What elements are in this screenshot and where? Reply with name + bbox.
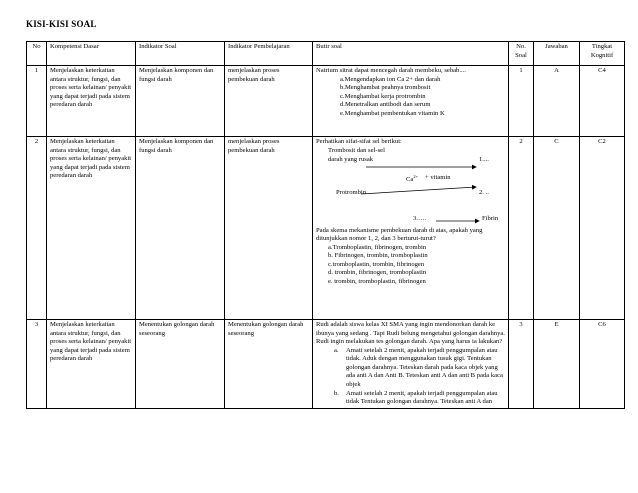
row-no: 2 — [27, 137, 47, 320]
option-a: a.Mengendapkan ion Ca 2+ dan darah — [340, 75, 441, 83]
header-butir-soal: Butir soal — [313, 42, 509, 66]
option-a: a. Amati setelah 2 menit, apakah terjadi penggumpalan atau tidak. Aduk dengan menggunakan tusuk gigi. Tentukan golongan darahnya. Teteskan darah pada kaca objek yang ada anti A dan Anti B. Teteskan anti A dan anti B pada kaca objek — [334, 346, 503, 388]
clotting-diagram — [316, 147, 505, 227]
option-e: e.Menghambat pembentukan vitamin K — [340, 109, 445, 117]
arrow-2 — [361, 187, 476, 194]
header-jawaban: Jawaban — [534, 42, 580, 66]
indikator-soal-cell: Menentukan golongan darah seseorang — [136, 320, 225, 409]
no-soal-cell: 1 — [509, 66, 534, 137]
option-d: d.Menetralkan antibodi dan serum — [340, 101, 431, 109]
jawaban-cell: E — [534, 320, 580, 409]
kompetensi-dasar-cell: Menjelaskan keterkaitan antara struktur, fungsi, dan proses serta kelainan/ penyakit yang dapat terjadi pada sistem peredaran darah — [47, 66, 136, 137]
header-indikator-soal: Indikator Soal — [136, 42, 225, 66]
kompetensi-dasar-cell: Menjelaskan keterkaitan antara struktur, fungsi, dan proses serta kelainan/ penyakit yang dapat terjadi pada sistem peredaran darah — [47, 320, 136, 409]
indikator-soal-cell: Menjelaskan komponen dan fungsi darah — [136, 137, 225, 320]
table-row — [27, 320, 625, 409]
header-tingkat-kognitif: Tingkat Kognitif — [580, 42, 625, 66]
table-row — [27, 137, 625, 320]
option-e: e. trombin, tromboplastin, fibrinogen — [328, 277, 426, 285]
diagram-label-vitamin: + vitamin — [425, 173, 451, 181]
question-text: Pada skema mekanisme pembekuan darah di atas, apakah yang ditunjukkan nomor 1, 2, dan 3 berturut-turut? — [316, 226, 483, 243]
option-b: b. Fibrinogen, trombin, tromboplastin — [328, 252, 428, 260]
header-indikator-pembelajaran: Indikator Pembelajaran — [225, 42, 313, 66]
butir-soal-cell — [313, 137, 509, 320]
tingkat-kognitif-cell: C2 — [580, 137, 625, 320]
diagram-label-fibrin: Fibrin — [482, 214, 499, 222]
no-soal-cell: 2 — [509, 137, 534, 320]
diagram-label-3: 3.…. — [413, 214, 427, 222]
row-no: 3 — [27, 320, 47, 409]
header-kompetensi-dasar: Kompetensi Dasar — [47, 42, 136, 66]
header-row — [27, 42, 625, 66]
row-no: 1 — [27, 66, 47, 137]
no-soal-cell: 3 — [509, 320, 534, 409]
indikator-soal-cell: Menjelaskan komponen dan fungsi darah — [136, 66, 225, 137]
option-b: b.Menghambat peahnya trombosit — [340, 84, 431, 92]
option-c: c.Menghambat kerja protrombin — [340, 92, 426, 100]
option-c: c.tromboplastin, trombin, fibrinogen — [328, 260, 425, 268]
butir-soal-cell — [313, 320, 509, 409]
kompetensi-dasar-cell: Menjelaskan keterkaitan antara struktur, fungsi, dan proses serta kelainan/ penyakit yang dapat terjadi pada sistem peredaran darah — [47, 137, 136, 320]
option-d: d. trombin, fibrinogen, tromboplastin — [328, 269, 427, 277]
butir-soal-cell — [313, 66, 509, 137]
table-row — [27, 66, 625, 137]
option-b: b. Amati setelah 2 menit, apakah terjadi penggumpalan atau tidak Tentukan golongan darahnya. Teteskan anti A dan — [334, 389, 498, 406]
option-a: a.Tromboplastin, fibrinogen, trombin — [328, 243, 427, 251]
header-no-soal: No. Soal — [509, 42, 534, 66]
document-title: KISI-KISI SOAL — [26, 19, 97, 29]
header-no: No — [27, 42, 47, 66]
diagram-label-1: 1.... — [479, 155, 489, 163]
tingkat-kognitif-cell: C6 — [580, 320, 625, 409]
kisi-kisi-table — [26, 41, 625, 409]
jawaban-cell: A — [534, 66, 580, 137]
indikator-pembelajaran-cell: menjelaskan proses pembekuan darah — [225, 66, 313, 137]
indikator-pembelajaran-cell: menjelaskan proses pembekuan darah — [225, 137, 313, 320]
indikator-pembelajaran-cell: Menentukan golongan darah seseorang — [225, 320, 313, 409]
jawaban-cell: C — [534, 137, 580, 320]
question-stem: Perhatikan sifat-sifat sel berikut: — [316, 138, 402, 145]
question-stem: Rudi adalah siswa kelas XI SMA yang ingin mendonorkan darah ke ibunya yang sedang . Tapi Rudi belung mengetahui golongan darahnya. Rudi ingin melakukan tes golongan darah. Apa yang harus ia lakukan? — [316, 321, 505, 346]
diagram-label-2: 2. .. — [479, 188, 489, 196]
diagram-label-protrombin: Protrombin — [336, 188, 367, 196]
question-stem: Natrium sitrat dapat mencegah darah membeku, sebab.... — [316, 67, 466, 74]
diagram-label-trombosit: Trombosit dan sel-sel — [328, 146, 385, 154]
diagram-label-darah-rusak: darah yang rusak — [328, 155, 374, 163]
tingkat-kognitif-cell: C4 — [580, 66, 625, 137]
diagram-label-ca: $Ca^{2+}$ — [406, 173, 419, 183]
